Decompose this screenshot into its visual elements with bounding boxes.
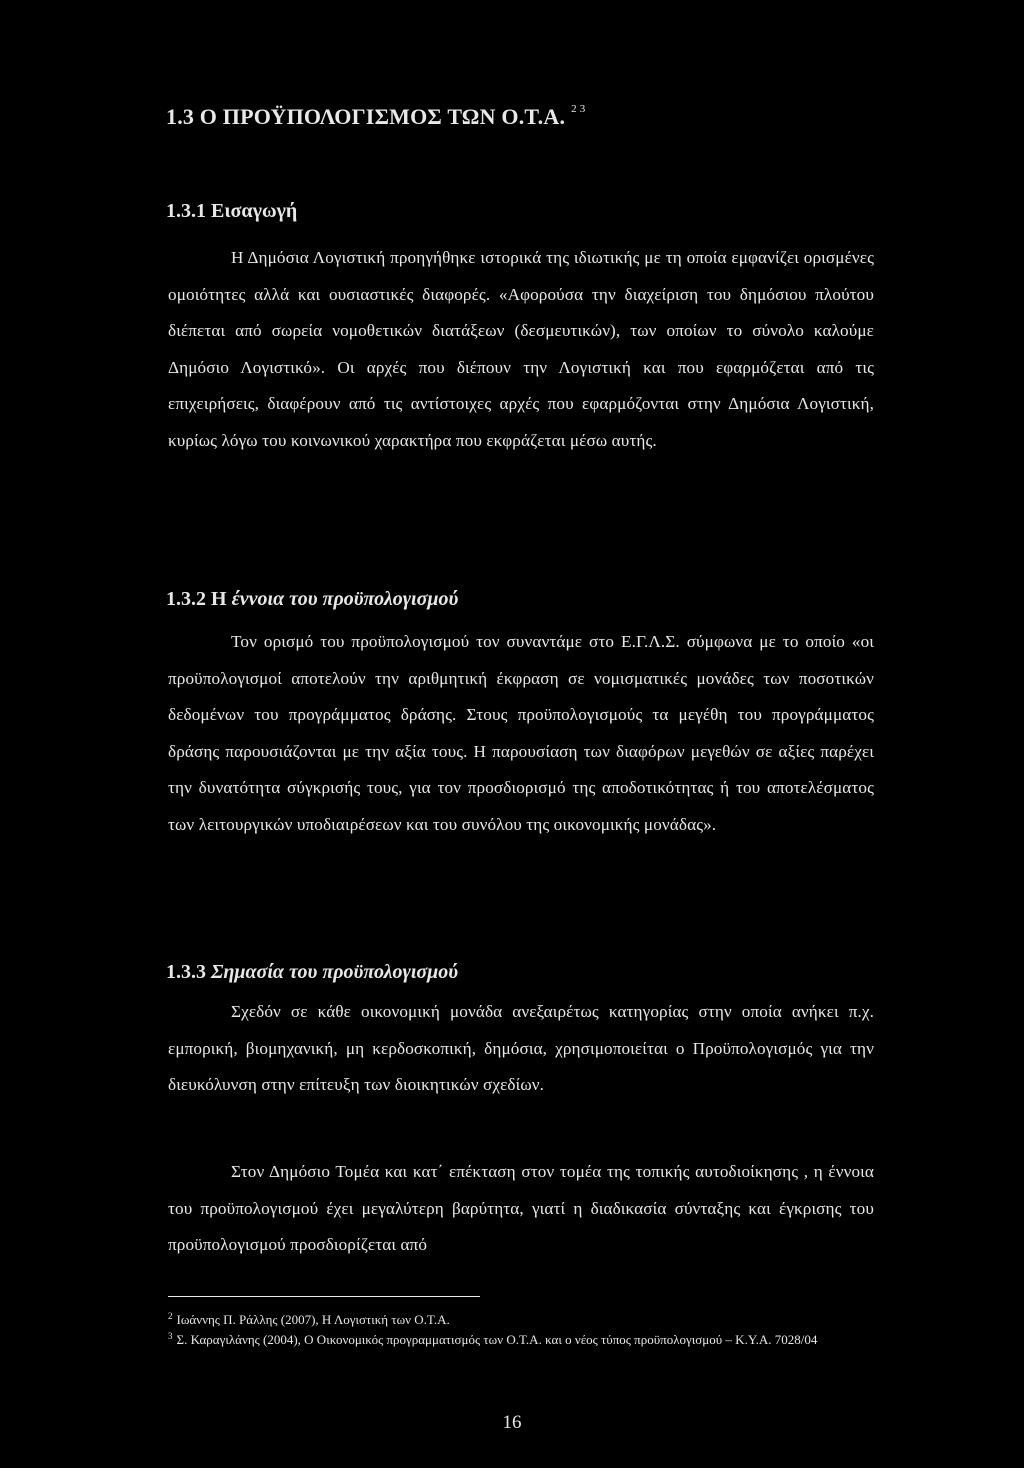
footnote-mark: 2 [168,1311,173,1321]
section-title-start: Η [211,588,232,610]
intro-paragraph: Η Δημόσια Λογιστική προηγήθηκε ιστορικά της ιδιωτικής με τη οποία εμφανίζει ορισμένες ομοιότητες αλλά και ουσιαστικές διαφορές. «Αφορούσα την διαχείριση του δημόσιου πλούτου διέπεται από σωρεία νομοθετικών διατάξεων (δεσμευτικών), των οποίων το σύνολο καλούμε Δημόσιο Λογιστικό». Οι αρχές που διέπουν την Λογιστική και που εφαρμόζεται από τις επιχειρήσεις, διαφέρουν από τις αντίστοιχες αρχές που εφαρμόζονται στην Δημόσια Λογιστική, κυρίως λόγω του κοινωνικού χαρακτήρα που εκφράζεται μέσω αυτής. [168,248,874,450]
section-heading-intro [166,200,297,223]
footnote-3 [168,1327,868,1349]
footnote-text: Σ. Καραγιλάνης (2004), Ο Οικονομικός προγραμματισμός των Ο.Τ.Α. και ο νέος τύπος προϋπολογισμού – Κ.Υ.Α. 7028/04 [176,1332,818,1347]
section-title-rest: έννοια του προϋπολογισμού [231,588,459,610]
section-number: 1.3.2 [166,588,206,610]
section-title: Εισαγωγή [211,200,298,222]
importance-paragraph-1: Σχεδόν σε κάθε οικονομική μονάδα ανεξαιρέτως κατηγορίας στην οποία ανήκει π.χ. εμπορική, βιομηχανική, μη κερδοσκοπική, δημόσια, χρησιμοποιείται ο Προϋπολογισμός για την διευκόλυνση στην επίτευξη των διοικητικών σχεδίων. [168,1002,874,1094]
section-number: 1.3.3 [166,961,206,983]
footnote-divider [168,1296,480,1297]
chapter-heading-text: 1.3 Ο ΠΡΟΫΠΟΛΟΓΙΣΜΟΣ ΤΩΝ Ο.Τ.Α. [166,104,566,129]
section-heading-concept [166,588,458,611]
section-title: Σημασία του προϋπολογισμού [211,961,459,983]
footnote-mark: 3 [168,1331,173,1341]
chapter-heading [166,103,586,130]
footnote-text: Ιωάννης Π. Ράλλης (2007), Η Λογιστική των Ο.Τ.Α. [176,1312,450,1327]
footnote-refs: 2 3 [571,103,586,115]
section-number: 1.3.1 [166,200,206,222]
concept-paragraph: Τον ορισμό του προϋπολογισμού τον συναντάμε στο Ε.Γ.Λ.Σ. σύμφωνα με το οποίο «οι προϋπολογισμοί αποτελούν την αριθμητική έκφραση σε νομισματικές μονάδες των ποσοτικών δεδομένων του προγράμματος δράσης. Στους προϋπολογισμούς τα μεγέθη του προγράμματος δράσης παρουσιάζονται με την αξία τους. Η παρουσίαση των διαφόρων μεγεθών σε αξίες παρέχει την δυνατότητα σύγκρισής τους, για τον προσδιορισμό της αποδοτικότητας ή του αποτελέσματος των λειτουργικών υποδιαιρέσεων και του συνόλου της οικονομικής μονάδας». [168,632,874,834]
page-number: 16 [502,1412,522,1433]
importance-paragraph-2: Στον Δημόσιο Τομέα και κατ΄ επέκταση στον τομέα της τοπικής αυτοδιοίκησης , η έννοια του προϋπολογισμού έχει μεγαλύτερη βαρύτητα, γιατί η διαδικασία σύνταξης και έγκρισης του προϋπολογισμού προσδιορίζεται από [168,1162,874,1254]
footnote-2 [168,1307,868,1329]
section-heading-importance [166,961,458,984]
